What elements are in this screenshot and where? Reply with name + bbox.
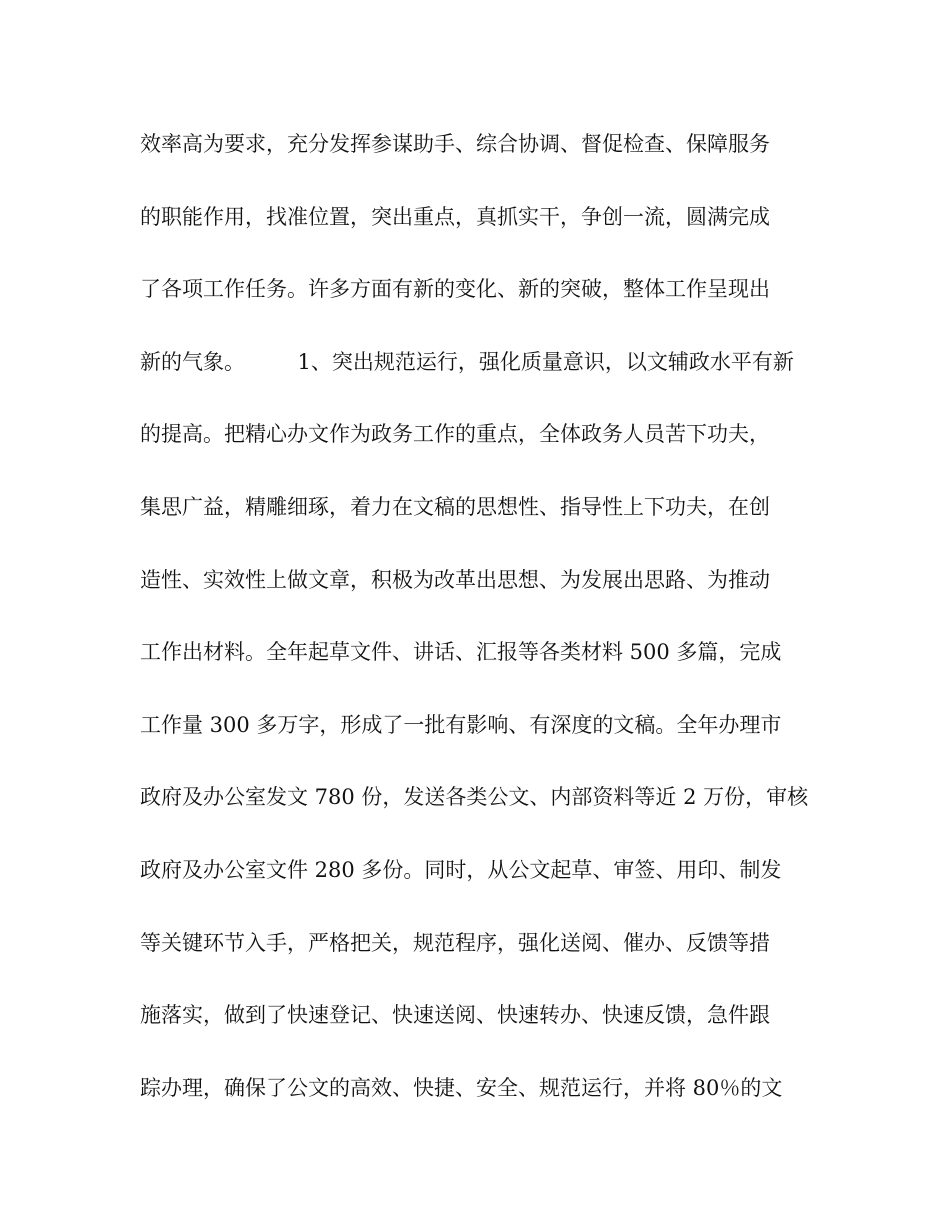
text-line: 工作量 300 多万字，形成了一批有影响、有深度的文稿。全年办理市 bbox=[140, 712, 782, 737]
text-line: 政府及办公室文件 280 多份。同时，从公文起草、审签、用印、制发 bbox=[140, 857, 782, 882]
text-line: 政府及办公室发文 780 份，发送各类公文、内部资料等近 2 万份，审核 bbox=[140, 785, 809, 810]
text-line: 的提高。把精心办文作为政务工作的重点，全体政务人员苦下功夫， bbox=[140, 422, 770, 447]
text-line: 集思广益，精雕细琢，着力在文稿的思想性、指导性上下功夫，在创 bbox=[140, 494, 770, 519]
text-line: 等关键环节入手，严格把关，规范程序，强化送阅、催办、反馈等措 bbox=[140, 930, 770, 955]
text-line: 了各项工作任务。许多方面有新的变化、新的突破，整体工作呈现出 bbox=[140, 277, 770, 302]
text-line: 的职能作用，找准位置，突出重点，真抓实干，争创一流，圆满完成 bbox=[140, 204, 770, 229]
text-line: 新的气象。 1、突出规范运行，强化质量意识，以文辅政水平有新 bbox=[140, 349, 794, 374]
text-line: 造性、实效性上做文章，积极为改革出思想、为发展出思路、为推动 bbox=[140, 567, 770, 592]
text-line: 工作出材料。全年起草文件、讲话、汇报等各类材料 500 多篇，完成 bbox=[140, 640, 782, 665]
text-line: 效率高为要求，充分发挥参谋助手、综合协调、督促检查、保障服务 bbox=[140, 132, 770, 156]
document-body bbox=[140, 126, 820, 1142]
text-line: 踪办理，确保了公文的高效、快捷、安全、规范运行，并将 80％的文 bbox=[140, 1075, 783, 1100]
text-line: 施落实，做到了快速登记、快速送阅、快速转办、快速反馈，急件跟 bbox=[140, 1003, 770, 1028]
